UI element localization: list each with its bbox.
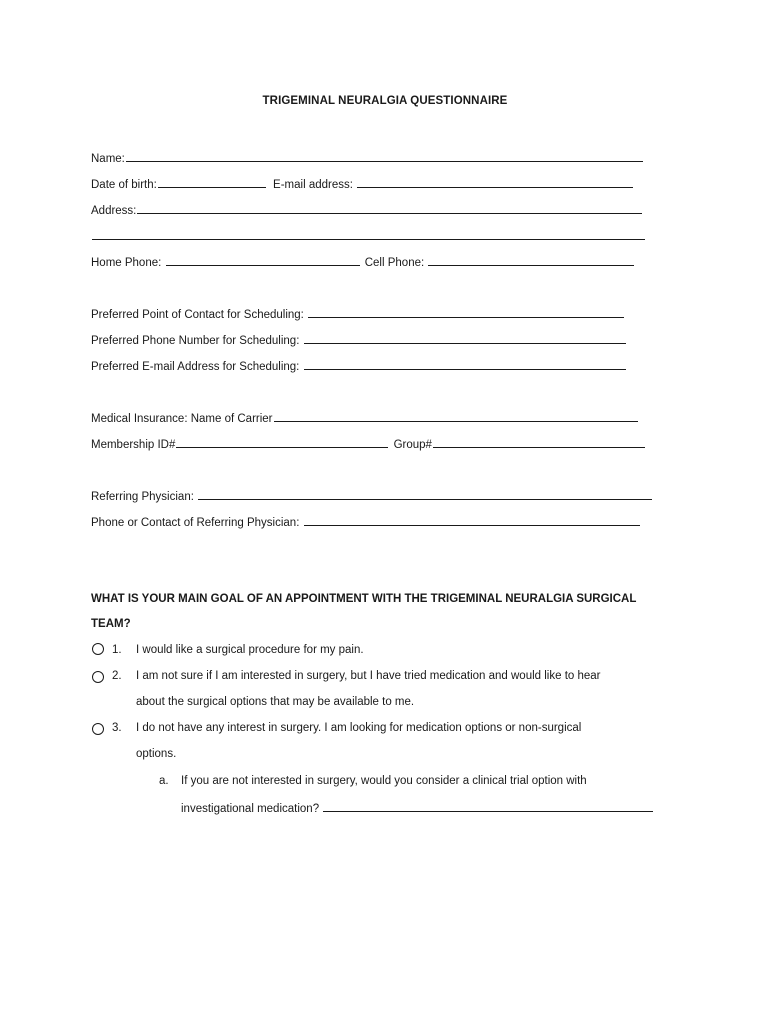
home-phone-label: Home Phone:: [91, 257, 162, 269]
home-phone-field[interactable]: [166, 254, 360, 266]
name-row: [91, 150, 643, 166]
option-2-number: 2.: [112, 670, 122, 682]
membership-label: Membership ID#: [91, 439, 176, 451]
pref-contact-row: [91, 306, 624, 322]
email-label: E-mail address:: [273, 179, 353, 191]
option-1-text: I would like a surgical procedure for my pain.: [136, 644, 364, 656]
pref-email-label: Preferred E-mail Address for Scheduling:: [91, 361, 300, 373]
option-1-number: 1.: [112, 644, 122, 656]
pref-phone-field[interactable]: [304, 332, 626, 344]
insurance-row: [91, 410, 638, 426]
sub-option-a-text-cont: [181, 800, 653, 815]
name-field[interactable]: [126, 150, 643, 162]
address-row: [91, 202, 642, 218]
sub-option-a-letter: a.: [159, 775, 169, 787]
membership-row: [91, 436, 645, 452]
dob-field[interactable]: [158, 176, 266, 188]
referring-contact-label: Phone or Contact of Referring Physician:: [91, 517, 300, 529]
referring-label: Referring Physician:: [91, 491, 194, 503]
question-heading-cont: TEAM?: [91, 618, 131, 630]
pref-email-row: [91, 358, 626, 374]
page-title: TRIGEMINAL NEURALGIA QUESTIONNAIRE: [262, 95, 508, 107]
option-2-text: I am not sure if I am interested in surgery, but I have tried medication and would like to hear: [136, 670, 601, 682]
pref-email-field[interactable]: [304, 358, 626, 370]
phone-row: [91, 254, 634, 270]
option-2-text-cont: about the surgical options that may be available to me.: [136, 696, 415, 708]
referring-contact-field[interactable]: [304, 514, 640, 526]
address-row-2: [91, 228, 645, 244]
pref-phone-row: [91, 332, 626, 348]
address-label: Address:: [91, 205, 137, 217]
insurance-field[interactable]: [274, 410, 638, 422]
dob-label: Date of birth:: [91, 179, 157, 191]
option-1-radio[interactable]: [92, 643, 104, 655]
address-field[interactable]: [137, 202, 642, 214]
group-label: Group#: [393, 439, 432, 451]
sub-option-a-question: investigational medication?: [181, 803, 320, 815]
pref-contact-label: Preferred Point of Contact for Scheduling:: [91, 309, 304, 321]
dob-email-row: [91, 176, 633, 192]
pref-contact-field[interactable]: [308, 306, 624, 318]
option-3-radio[interactable]: [92, 723, 104, 735]
referring-row: [91, 488, 652, 504]
clinical-trial-field[interactable]: [323, 800, 653, 812]
cell-phone-label: Cell Phone:: [364, 257, 425, 269]
membership-field[interactable]: [176, 436, 388, 448]
insurance-label: Medical Insurance: Name of Carrier: [91, 413, 273, 425]
referring-contact-row: [91, 514, 640, 530]
email-field[interactable]: [357, 176, 633, 188]
referring-field[interactable]: [198, 488, 652, 500]
sub-option-a-text: If you are not interested in surgery, would you consider a clinical trial option with: [181, 775, 587, 787]
cell-phone-field[interactable]: [428, 254, 634, 266]
option-3-text: I do not have any interest in surgery. I am looking for medication options or non-surgical: [136, 722, 582, 734]
option-2-radio[interactable]: [92, 671, 104, 683]
pref-phone-label: Preferred Phone Number for Scheduling:: [91, 335, 300, 347]
group-field[interactable]: [433, 436, 645, 448]
address-field-2[interactable]: [92, 228, 645, 240]
option-3-number: 3.: [112, 722, 122, 734]
option-3-text-cont: options.: [136, 748, 177, 760]
name-label: Name:: [91, 153, 125, 165]
question-heading: WHAT IS YOUR MAIN GOAL OF AN APPOINTMENT WITH THE TRIGEMINAL NEURALGIA SURGICAL: [91, 593, 637, 605]
